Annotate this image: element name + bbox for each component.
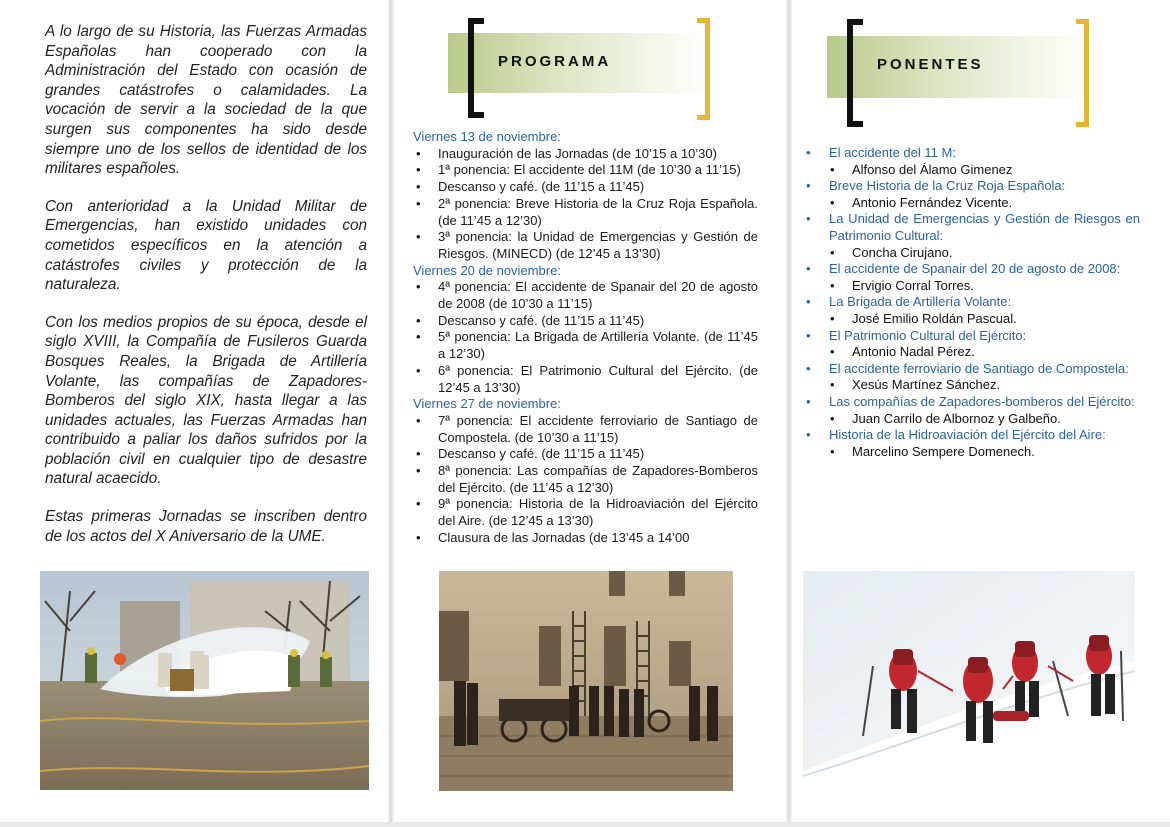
ponencia-topic: • El accidente ferroviario de Santiago de Compostela: [806,361,1140,378]
speaker-name: • Alfonso del Álamo Gimenez [806,162,1140,179]
speaker-name: • Concha Cirujano. [806,245,1140,262]
programa-title: PROGRAMA [498,53,612,70]
fold-line [388,0,394,827]
programa-item: • 8ª ponencia: Las compañías de Zapadores-Bomberos del Ejército. (de 11’45 a 12’30) [413,463,758,496]
intro-paragraph: Estas primeras Jornadas se inscriben dentro de los actos del X Aniversario de la UME. [45,508,367,545]
speaker-name: • Ervigio Corral Torres. [806,278,1140,295]
day-heading: Viernes 27 de noviembre: [413,396,561,412]
page-bottom-edge [0,822,1170,827]
speaker-name: • Antonio Nadal Pérez. [806,344,1140,361]
day-heading: Viernes 20 de noviembre: [413,262,561,278]
intro-paragraph: Con anterioridad a la Unidad Militar de Emergencias, han existido unidades con cometidos específicos en la atención a catástrofes civiles y protección de la naturaleza. [45,197,367,294]
programa-item: • 4ª ponencia: El accidente de Spanair del 20 de agosto de 2008 (de 10’30 a 11’15) [413,279,758,312]
speaker-name: • José Emilio Roldán Pascual. [806,311,1140,328]
programa-header [448,15,718,125]
programa-item: • Inauguración de las Jornadas (de 10’15 a 10’30) [413,146,758,163]
photo-firefighters-exercise [40,571,369,790]
ponencia-topic: • El accidente del 11 M: [806,145,1140,162]
programa-list [413,129,758,547]
programa-item: • 5ª ponencia: La Brigada de Artillería Volante. (de 11’45 a 12’30) [413,329,758,362]
programa-item: • Clausura de las Jornadas (de 13’45 a 14’00 [413,530,758,547]
speaker-name: • Marcelino Sempere Domenech. [806,444,1140,461]
speaker-name: • Antonio Fernández Vicente. [806,195,1140,212]
programa-item: • Descanso y café. (de 11’15 a 11’45) [413,446,758,463]
intro-text [45,22,367,564]
fold-line [786,0,792,827]
programa-item: • 7ª ponencia: El accidente ferroviario de Santiago de Compostela. (de 10’30 a 11’15) [413,413,758,446]
intro-paragraph: Con los medios propios de su época, desde el siglo XVIII, la Compañía de Fusileros Guarda Bosques Reales, la Brigada de Artillería Volante, las compañías de Zapadores-Bomberos del siglo XIX, hasta llegar a las unidades actuales, las Fuerzas Armadas han contribuido a paliar los daños sufridos por la población civil en cualquier tipo de desastre natural acaecido. [45,313,367,488]
programa-item: • 3ª ponencia: la Unidad de Emergencias y Gestión de Riesgos. (MINECD) (de 12’45 a 13’30) [413,229,758,262]
speaker-name: • Juan Carrilo de Albornoz y Galbeño. [806,411,1140,428]
ponencia-topic: • La Unidad de Emergencias y Gestión de Riesgos en Patrimonio Cultural: [806,211,1140,244]
programa-item: • Descanso y café. (de 11’15 a 11’45) [413,179,758,196]
bracket-left [468,18,484,118]
intro-paragraph: A lo largo de su Historia, las Fuerzas Armadas Españolas han cooperado con la Administración del Estado con ocasión de grandes catástrofes o calamidades. La vocación de servir a la sociedad de la que surgen sus componentes ha sido desde siempre uno de los sellos de identidad de los militares españoles. [45,23,367,178]
ponencia-topic: • La Brigada de Artillería Volante: [806,294,1140,311]
photo-snow-rescue [803,571,1135,791]
bracket-right [1076,19,1089,127]
ponencia-topic: • Breve Historia de la Cruz Roja Española: [806,178,1140,195]
programa-item: • 6ª ponencia: El Patrimonio Cultural del Ejército. (de 12’45 a 13’30) [413,363,758,396]
programa-item: • Descanso y café. (de 11’15 a 11’45) [413,313,758,330]
ponencia-topic: • Historia de la Hidroaviación del Ejército del Aire: [806,427,1140,444]
day-heading: Viernes 13 de noviembre: [413,129,561,144]
ponentes-title: PONENTES [877,56,984,73]
ponencia-topic: • Las compañías de Zapadores-bomberos del Ejército: [806,394,1140,411]
bracket-left [847,19,863,127]
bracket-right [697,18,710,120]
programa-item: • 2ª ponencia: Breve Historia de la Cruz Roja Española. (de 11’45 a 12’30) [413,196,758,229]
programa-item: • 9ª ponencia: Historia de la Hidroaviación del Ejército del Aire. (de 12’45 a 13’30) [413,496,758,529]
ponencia-topic: • El Patrimonio Cultural del Ejército: [806,328,1140,345]
programa-item: • 1ª ponencia: El accidente del 11M (de 10’30 a 11’15) [413,162,758,179]
ponentes-header [827,16,1097,128]
speaker-name: • Xesús Martínez Sánchez. [806,377,1140,394]
photo-historic-fire-brigade [439,571,733,791]
ponencia-topic: • El accidente de Spanair del 20 de agosto de 2008: [806,261,1140,278]
ponentes-list [806,145,1140,460]
